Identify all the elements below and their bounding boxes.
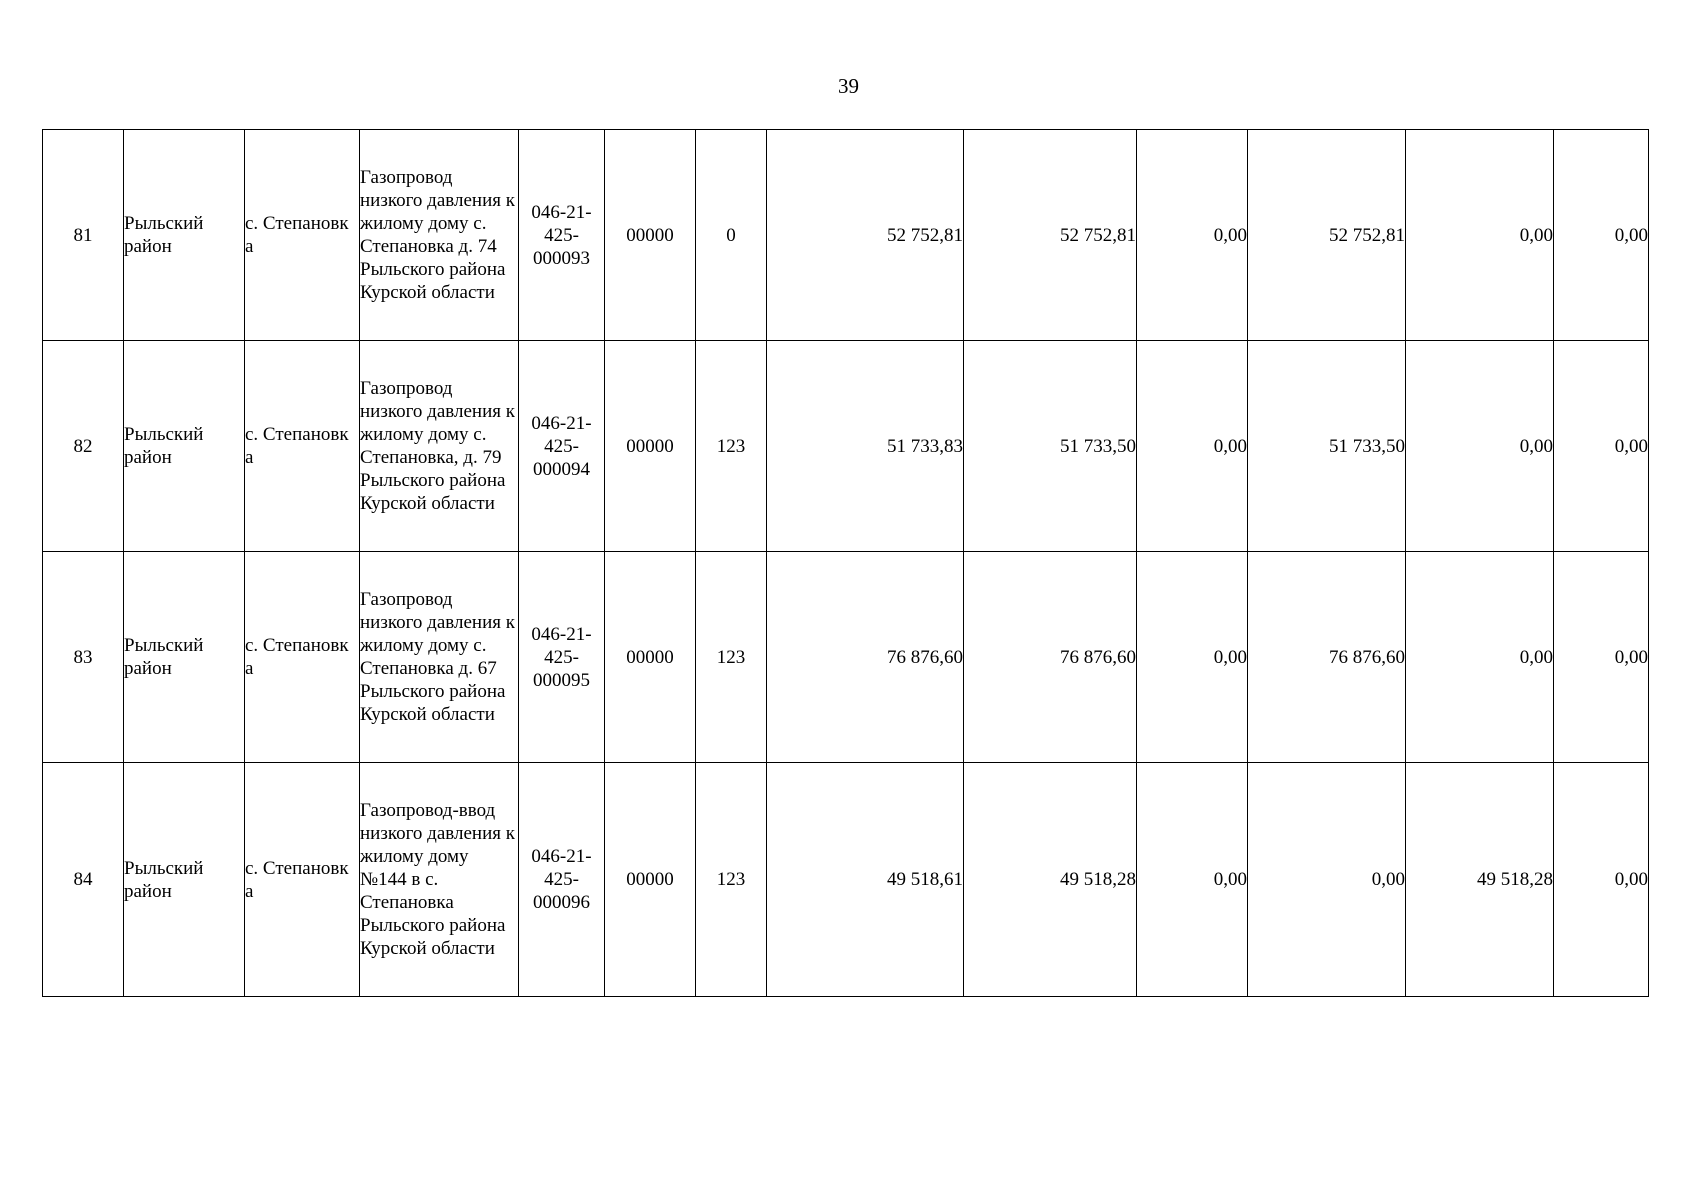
value-cell-1: 76 876,60: [767, 552, 964, 763]
value-cell-1: 52 752,81: [767, 130, 964, 341]
value-cell-2: 76 876,60: [964, 552, 1137, 763]
value-cell-5: 49 518,28: [1406, 763, 1554, 997]
value-cell-4: 0,00: [1248, 763, 1406, 997]
value-cell-2: 52 752,81: [964, 130, 1137, 341]
registry-table: [42, 129, 1649, 997]
row-number: 84: [43, 763, 124, 997]
row-number: 81: [43, 130, 124, 341]
extra-code-cell: 123: [696, 341, 767, 552]
value-cell-4: 76 876,60: [1248, 552, 1406, 763]
code-cell: 00000: [605, 130, 696, 341]
table-row: [43, 341, 1649, 552]
value-cell-6: 0,00: [1554, 130, 1649, 341]
village-cell: с. Степановк а: [245, 763, 360, 997]
district-cell: Рыльский район: [124, 130, 245, 341]
code-cell: 00000: [605, 763, 696, 997]
district-cell: Рыльский район: [124, 341, 245, 552]
registry-code-cell: 046-21-425-000093: [519, 130, 605, 341]
value-cell-3: 0,00: [1137, 552, 1248, 763]
value-cell-5: 0,00: [1406, 552, 1554, 763]
object-name-cell: Газопровод низкого давления к жилому дому с. Степановка, д. 79 Рыльского района Курской области: [360, 341, 519, 552]
registry-code-cell: 046-21-425-000095: [519, 552, 605, 763]
extra-code-cell: 0: [696, 130, 767, 341]
code-cell: 00000: [605, 341, 696, 552]
value-cell-6: 0,00: [1554, 552, 1649, 763]
value-cell-4: 52 752,81: [1248, 130, 1406, 341]
value-cell-6: 0,00: [1554, 341, 1649, 552]
value-cell-6: 0,00: [1554, 763, 1649, 997]
value-cell-2: 51 733,50: [964, 341, 1137, 552]
code-cell: 00000: [605, 552, 696, 763]
table-row: [43, 763, 1649, 997]
village-cell: с. Степановк а: [245, 341, 360, 552]
value-cell-5: 0,00: [1406, 130, 1554, 341]
row-number: 83: [43, 552, 124, 763]
object-name-cell: Газопровод низкого давления к жилому дому с. Степановка д. 67 Рыльского района Курской области: [360, 552, 519, 763]
table-row: [43, 130, 1649, 341]
page-number: 39: [838, 74, 859, 98]
table-row: [43, 552, 1649, 763]
village-cell: с. Степановк а: [245, 130, 360, 341]
extra-code-cell: 123: [696, 552, 767, 763]
extra-code-cell: 123: [696, 763, 767, 997]
value-cell-3: 0,00: [1137, 130, 1248, 341]
district-cell: Рыльский район: [124, 552, 245, 763]
value-cell-2: 49 518,28: [964, 763, 1137, 997]
registry-code-cell: 046-21-425-000096: [519, 763, 605, 997]
district-cell: Рыльский район: [124, 763, 245, 997]
value-cell-4: 51 733,50: [1248, 341, 1406, 552]
value-cell-5: 0,00: [1406, 341, 1554, 552]
value-cell-1: 49 518,61: [767, 763, 964, 997]
registry-code-cell: 046-21-425-000094: [519, 341, 605, 552]
village-cell: с. Степановк а: [245, 552, 360, 763]
row-number: 82: [43, 341, 124, 552]
value-cell-3: 0,00: [1137, 341, 1248, 552]
value-cell-3: 0,00: [1137, 763, 1248, 997]
value-cell-1: 51 733,83: [767, 341, 964, 552]
object-name-cell: Газопровод-ввод низкого давления к жилому дому №144 в с. Степановка Рыльского района Курской области: [360, 763, 519, 997]
object-name-cell: Газопровод низкого давления к жилому дому с. Степановка д. 74 Рыльского района Курской области: [360, 130, 519, 341]
